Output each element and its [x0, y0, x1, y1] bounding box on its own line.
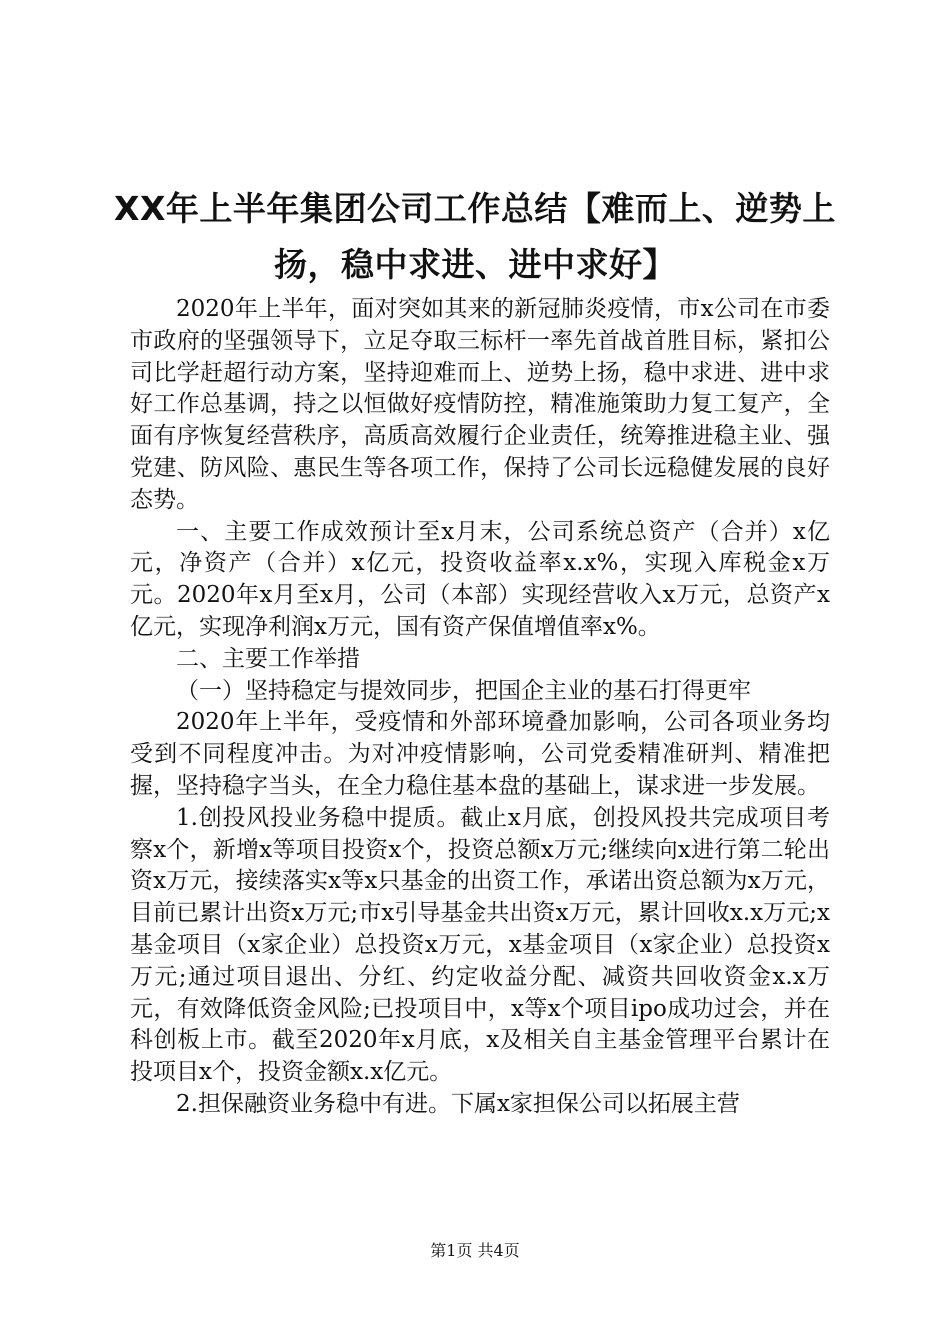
page-footer: 第1页 共4页	[430, 1241, 520, 1260]
heading-subsection-1: （一）坚持稳定与提效同步，把国企主业的基石打得更牢	[176, 677, 751, 704]
paragraph-section-1: 一、主要工作成效预计至x月末，公司系统总资产（合并）x亿元，净资产（合并）x亿元，投资收益率x.x%，实现入库税金x万元。2020年x月至x月，公司（本部）实现经营收入x万元，总资产x亿元，实现净利润x万元，国有资产保值增值率x%。	[130, 518, 830, 640]
heading-section-2: 二、主要工作举措	[176, 645, 360, 672]
paragraph-subsection-1-intro: 2020年上半年，受疫情和外部环境叠加影响，公司各项业务均受到不同程度冲击。为对冲疫情影响，公司党委精准研判、精准把握，坚持稳字当头，在全力稳住基本盘的基础上，谋求进一步发展。	[130, 709, 830, 799]
document-body	[130, 294, 830, 1121]
paragraph-intro: 2020年上半年，面对突如其来的新冠肺炎疫情，市x公司在市委市政府的坚强领导下，立足夺取三标杆一率先首战首胜目标，紧扣公司比学赶超行动方案，坚持迎难而上、逆势上扬，稳中求进、进中求好工作总基调，持之以恒做好疫情防控，精准施策助力复工复产，全面有序恢复经营秩序，高质高效履行企业责任，统筹推进稳主业、强党建、防风险、惠民生等各项工作，保持了公司长远稳健发展的良好态势。	[130, 296, 830, 513]
paragraph-item-1: 1.创投风投业务稳中提质。截止x月底，创投风投共完成项目考察x个，新增x等项目投资x个，投资总额x万元;继续向x进行第二轮出资x万元，接续落实x等x只基金的出资工作，承诺出资总额为x万元，目前已累计出资x万元;市x引导基金共出资x万元，累计回收x.x万元;x基金项目（x家企业）总投资x万元，x基金项目（x家企业）总投资x万元;通过项目退出、分红、约定收益分配、减资共回收资金x.x万元，有效降低资金风险;已投项目中，x等x个项目ipo成功过会，并在科创板上市。截至2020年x月底，x及相关自主基金管理平台累计在投项目x个，投资金额x.x亿元。	[130, 804, 830, 1086]
document-title: XX年上半年集团公司工作总结【难而上、逆势上扬，稳中求进、进中求好】	[114, 189, 836, 284]
paragraph-item-2: 2.担保融资业务稳中有进。下属x家担保公司以拓展主营	[176, 1090, 740, 1117]
